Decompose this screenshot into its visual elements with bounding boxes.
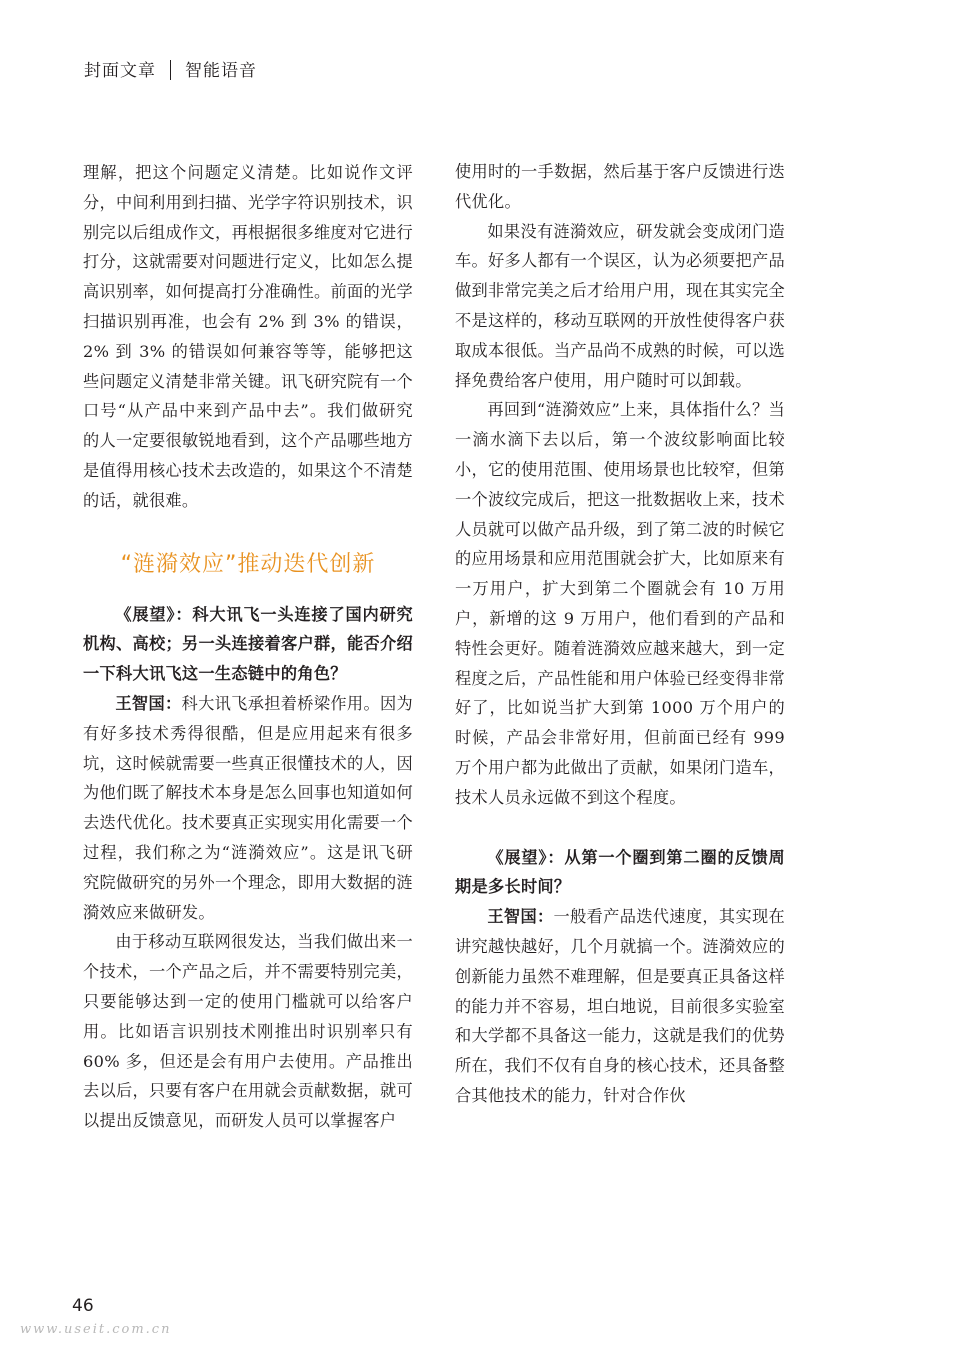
left-column (83, 158, 413, 1136)
left-paragraph-1: 理解，把这个问题定义清楚。比如说作文评分，中间利用到扫描、光学字符识别技术，识别完以后组成作文，再根据很多维度对它进行打分，这就需要对问题进行定义，比如怎么提高识别率，如何提高打分准确性。前面的光学扫描识别再准，也会有 2% 到 3% 的错误，2% 到 3% 的错误如何兼容等等，能够把这些问题定义清楚非常关键。讯飞研究院有一个口号“从产品中来到产品中去”。我们做研究的人一定要很敏锐地看到，这个产品哪些地方是值得用核心技术去改造的，如果这个不清楚的话，就很难。 (83, 163, 413, 510)
header-divider (170, 60, 171, 80)
paragraph-gap (455, 813, 785, 843)
right-paragraph-2: 如果没有涟漪效应，研发就会变成闭门造车。好多人都有一个误区，认为必须要把产品做到非常完美之后才给用户用，现在其实完全不是这样的，移动互联网的开放性使得客户获取成本很低。当产品尚不成熟的时候，可以选择免费给客户使用，用户随时可以卸载。 (455, 221, 785, 390)
interview-question-1: 《展望》：科大讯飞一头连接了国内研究机构、高校；另一头连接着客户群，能否介绍一下科大讯飞这一生态链中的角色？ (83, 604, 413, 684)
left-paragraph-2: 由于移动互联网很发达，当我们做出来一个技术，一个产品之后，并不需要特别完美，只要能够达到一定的使用门槛就可以给客户用。比如语言识别技术刚推出时识别率只有 60% 多，但还是会有用户去使用。产品推出去以后，只要有客户在用就会贡献数据，就可以提出反馈意见，而研发人员可以掌握客户 (83, 932, 413, 1131)
answer-2-speaker: 王智国： (487, 907, 554, 927)
running-header (84, 56, 257, 81)
right-column (455, 157, 785, 1111)
page-number: 46 (72, 1296, 94, 1316)
interview-answer-1 (83, 689, 413, 927)
watermark: www.useit.com.cn (20, 1322, 172, 1337)
answer-1-text: 科大讯飞承担着桥梁作用。因为有好多技术秀得很酷，但是应用起来有很多坑，这时候就需要一些真正很懂技术的人，因为他们既了解技术本身是怎么回事也知道如何去迭代优化。技术要真正实现实用化需要一个过程，我们称之为“涟漪效应”。这是讯飞研究院做研究的另外一个理念，即用大数据的涟漪效应来做研发。 (83, 693, 414, 922)
header-section-label: 封面文章 (84, 61, 156, 81)
section-heading: “涟漪效应”推动迭代创新 (120, 551, 376, 577)
right-paragraph-3: 再回到“涟漪效应”上来，具体指什么？当一滴水滴下去以后，第一个波纹影响面比较小，它的使用范围、使用场景也比较窄，但第一个波纹完成后，把这一批数据收上来，技术人员就可以做产品升级，到了第二波的时候它的应用场景和应用范围就会扩大，比如原来有一万用户，扩大到第二个圈就会有 10 万用户，新增的这 9 万用户，他们看到的产品和特性会更好。随着涟漪效应越来越大，到一定程度之后，产品性能和用户体验已经变得非常好了，比如说当扩大到第 1000 万个用户的时候，产品会非常好用，但前面已经有 999 万个用户都为此做出了贡献，如果闭门造车，技术人员永远做不到这个程度。 (455, 400, 785, 807)
interview-question-2: 《展望》：从第一个圈到第二圈的反馈周期是多长时间？ (455, 847, 785, 897)
header-topic-label: 智能语音 (185, 61, 257, 81)
right-paragraph-1: 使用时的一手数据，然后基于客户反馈进行迭代优化。 (455, 162, 785, 211)
interview-answer-2 (455, 902, 785, 1111)
answer-2-text: 一般看产品迭代速度，其实现在讲究越快越好，几个月就搞一个。涟漪效应的创新能力虽然不难理解，但是要真正具备这样的能力并不容易，坦白地说，目前很多实验室和大学都不具备这一能力，这就是我们的优势所在，我们不仅有自身的核心技术，还具备整合其他技术的能力，针对合作伙 (455, 907, 786, 1105)
answer-1-speaker: 王智国： (115, 693, 182, 713)
